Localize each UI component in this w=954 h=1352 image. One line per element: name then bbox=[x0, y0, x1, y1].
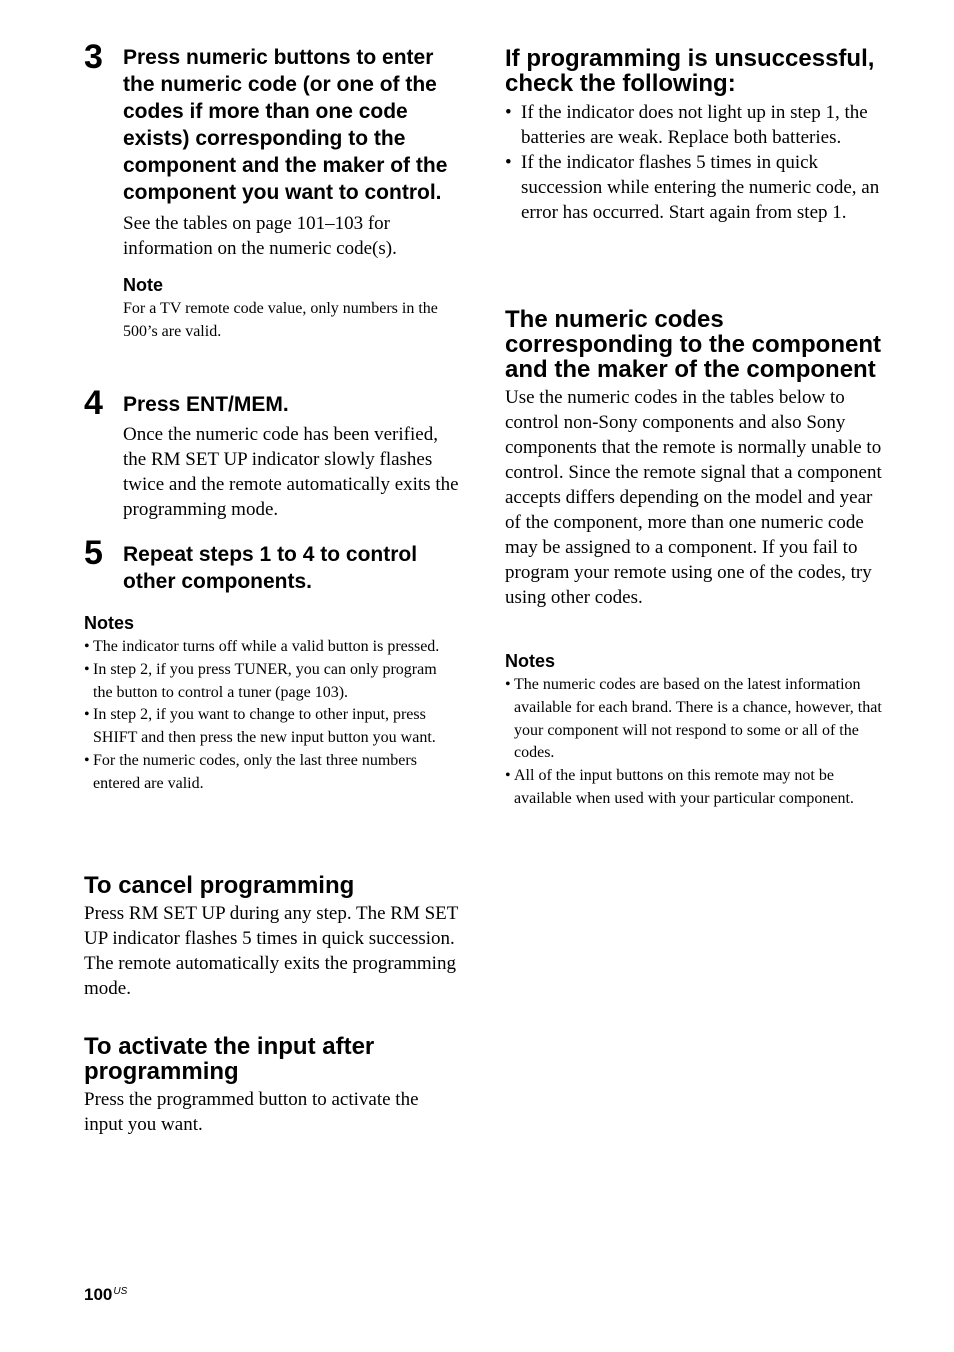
note-title: Note bbox=[123, 275, 163, 295]
step-3 bbox=[84, 40, 460, 343]
step-heading: Repeat steps 1 to 4 to control other components. bbox=[123, 543, 418, 593]
codes-section bbox=[505, 307, 885, 610]
step-heading: Press numeric buttons to enter the numeric code (or one of the codes if more than one code exists) corresponding to the component and the maker of the component you want to control. bbox=[123, 46, 448, 204]
section-heading: If programming is unsuccessful, check the following: bbox=[505, 45, 875, 97]
step-4 bbox=[84, 386, 460, 522]
note-item: • All of the input buttons on this remote may not be available when used with your particular component. bbox=[505, 765, 885, 811]
page-number bbox=[84, 1282, 127, 1305]
notes-list bbox=[505, 674, 885, 811]
left-notes bbox=[84, 612, 460, 796]
section-body: Use the numeric codes in the tables below to control non-Sony components and also Sony components that the remote is normally unable to control. Since the remote signal that a component accepts differs depending on the model and year of the component, more than one numeric code may be assigned to a component. If you fail to program your remote using one of the codes, try using other codes. bbox=[505, 387, 882, 608]
notes-list bbox=[84, 636, 460, 796]
step-number: 3 bbox=[84, 38, 103, 76]
step-heading: Press ENT/MEM. bbox=[123, 393, 289, 416]
right-notes bbox=[505, 650, 885, 811]
note-text: For a TV remote code value, only numbers in the 500’s are valid. bbox=[123, 300, 438, 340]
step-5 bbox=[84, 536, 460, 595]
activate-section bbox=[84, 1034, 460, 1137]
section-heading: To cancel programming bbox=[84, 872, 355, 899]
section-body: Press the programmed button to activate the input you want. bbox=[84, 1089, 419, 1135]
step-body: Once the numeric code has been verified, the RM SET UP indicator slowly flashes twice and the remote automatically exits the programming mode. bbox=[123, 424, 459, 520]
note-item: • The indicator turns off while a valid button is pressed. bbox=[84, 636, 460, 659]
step-number: 5 bbox=[84, 534, 103, 572]
section-heading: The numeric codes corresponding to the component and the maker of the component bbox=[505, 306, 881, 383]
unsuccessful-section bbox=[505, 46, 885, 225]
note-item: • The numeric codes are based on the latest information available for each brand. There is a chance, however, that your component will not respond to some or all of the codes. bbox=[505, 674, 885, 765]
step-body: See the tables on page 101–103 for information on the numeric code(s). bbox=[123, 213, 397, 259]
section-heading: To activate the input after programming bbox=[84, 1033, 375, 1085]
notes-title: Notes bbox=[84, 613, 135, 633]
check-list bbox=[505, 100, 885, 225]
check-item: • If the indicator does not light up in step 1, the batteries are weak. Replace both batteries. bbox=[505, 100, 885, 150]
cancel-section bbox=[84, 873, 460, 1001]
check-item: • If the indicator flashes 5 times in quick succession while entering the numeric code, an error has occurred. Start again from step 1. bbox=[505, 150, 885, 225]
note-item: • In step 2, if you want to change to other input, press SHIFT and then press the new input button you want. bbox=[84, 704, 460, 750]
notes-title: Notes bbox=[505, 651, 556, 671]
page-number-value: 100 bbox=[84, 1285, 113, 1304]
section-body: Press RM SET UP during any step. The RM SET UP indicator flashes 5 times in quick succession. The remote automatically exits the programming mode. bbox=[84, 903, 459, 999]
note-item: • For the numeric codes, only the last three numbers entered are valid. bbox=[84, 750, 460, 796]
region-code: US bbox=[113, 1286, 128, 1297]
step-number: 4 bbox=[84, 384, 103, 422]
note-item: • In step 2, if you press TUNER, you can only program the button to control a tuner (page 103). bbox=[84, 659, 460, 705]
